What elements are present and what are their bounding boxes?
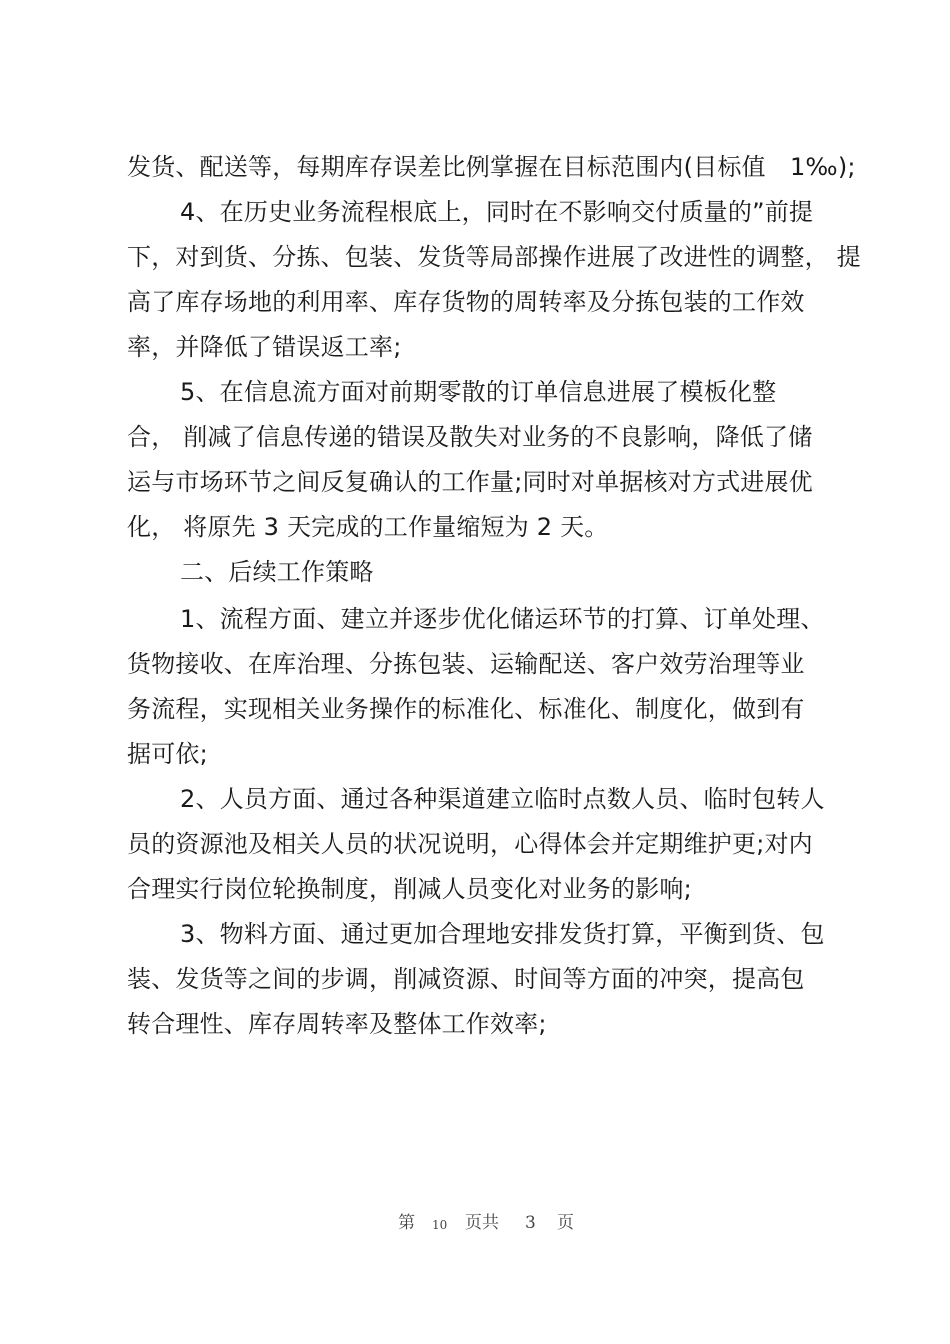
- paragraph-line: 5、在信息流方面对前期零散的订单信息进展了模板化整: [180, 378, 777, 406]
- paragraph-line: 务流程，实现相关业务操作的标准化、标准化、制度化，做到有: [127, 695, 805, 723]
- paragraph-line: 装、发货等之间的步调，削减资源、时间等方面的冲突，提高包: [127, 965, 805, 993]
- paragraph-line: 发货、配送等，每期库存误差比例掌握在目标范围内(目标值 1‰);: [127, 153, 856, 181]
- footer-current-page: 10: [432, 1218, 448, 1232]
- footer-prefix: 第: [398, 1213, 415, 1233]
- paragraph-line: 合， 削减了信息传递的错误及散失对业务的不良影响，降低了储: [127, 423, 813, 451]
- page-footer: [0, 1211, 950, 1235]
- footer-total-pages: 3: [525, 1213, 536, 1233]
- footer-middle: 页共: [465, 1213, 499, 1233]
- paragraph-line: 转合理性、库存周转率及整体工作效率;: [127, 1010, 547, 1038]
- paragraph-line: 2、人员方面、通过各种渠道建立临时点数人员、临时包转人: [180, 785, 825, 813]
- paragraph-line: 货物接收、在库治理、分拣包装、运输配送、客户效劳治理等业: [127, 650, 805, 678]
- paragraph-line: 员的资源池及相关人员的状况说明，心得体会并定期维护更;对内: [127, 830, 813, 858]
- paragraph-line: 3、物料方面、通过更加合理地安排发货打算，平衡到货、包: [180, 920, 825, 948]
- paragraph-line: 4、在历史业务流程根底上，同时在不影响交付质量的”前提: [180, 198, 814, 226]
- paragraph-line: 率，并降低了错误返工率;: [127, 333, 402, 361]
- paragraph-line: 运与市场环节之间反复确认的工作量;同时对单据核对方式进展优: [127, 468, 813, 496]
- paragraph-line: 1、流程方面、建立并逐步优化储运环节的打算、订单处理、: [180, 605, 825, 633]
- paragraph-line: 高了库存场地的利用率、库存货物的周转率及分拣包装的工作效: [127, 288, 805, 316]
- paragraph-line: 据可依;: [127, 740, 208, 768]
- paragraph-line: 下，对到货、分拣、包装、发货等局部操作进展了改进性的调整， 提: [127, 243, 861, 271]
- paragraph-line: 合理实行岗位轮换制度，削减人员变化对业务的影响;: [127, 875, 692, 903]
- section-heading: 二、后续工作策略: [180, 558, 374, 586]
- footer-suffix: 页: [557, 1213, 574, 1233]
- paragraph-line: 化， 将原先 3 天完成的工作量缩短为 2 天。: [127, 513, 609, 541]
